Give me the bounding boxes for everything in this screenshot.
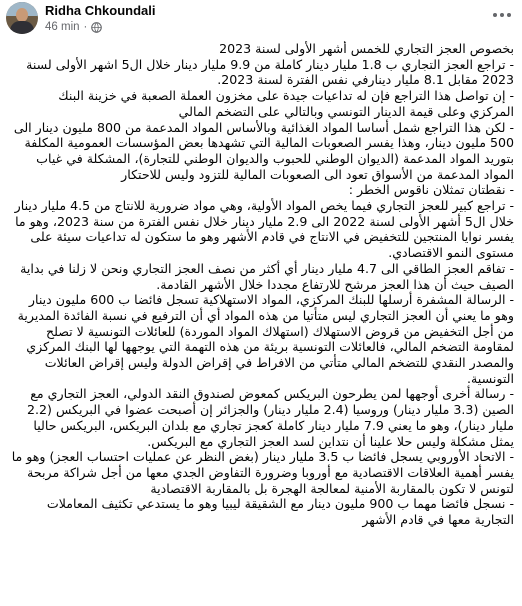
author-name[interactable]: Ridha Chkoundali (45, 3, 156, 18)
more-options-icon[interactable] (490, 5, 514, 25)
post-meta (45, 20, 102, 34)
post-header (0, 0, 522, 40)
post-paragraph: بخصوص العجز التجاري للخمس أشهر الأولى لسنة 2023 (219, 41, 514, 56)
post-paragraph: - تراجع العجز التجاري ب 1.8 مليار دينار كاملة من 9.9 مليار دينار خلال ال5 اشهر الأولى لسنة 2023 مقابل 8.1 مليار دينارفي نفس الفترة لسنة 2023. (26, 56, 514, 88)
post-paragraph: - تفاقم العجز الطاقي الى 4.7 مليار دينار أي أكثر من نصف العجز التجاري ونحن لا زلنا في بداية الصيف حيث أن هذا العجز مرشح للارتفاع مجددا خلال الأشهر القادمة. (20, 260, 514, 292)
post-paragraph: - إن تواصل هذا التراجع فإن له تداعيات جيدة على مخزون العملة الصعبة في خزينة البنك المركزي وعلى قيمة الدينار التونسي وبالتالي على التضخم المالي (58, 88, 514, 119)
post-paragraph: - لكن هذا التراجع شمل أساسا المواد الغذائية وبالأساس المواد المدعمة من 800 مليون دينار الى 500 مليون دينار، وهذا يفسر الصعوبات المالية التي تشهدها بعض المؤسسات العمومية المكلفة بتوريد المواد المدعمة (الديوان الوطني للحبوب والديوان الوطني للتجارة)، المشكلة في غياب المواد المدعمة من الأسواق تعود الى الصعوبات المالية للتزود وليس للاحتكار (13, 119, 514, 182)
avatar-face (16, 8, 28, 22)
post-paragraph: - نقطتان تمثلان ناقوس الخطر : (348, 182, 514, 198)
post-paragraph: - نسجل فائضا مهما ب 900 مليون دينار مع الشقيقة ليبيا وهو ما يستدعي تكثيف المعاملات التجارية معها في قادم الأشهر (46, 496, 514, 528)
post-paragraph: - رسالة أخرى أوجهها لمن يطرحون البريكس كمعوض لصندوق النقد الدولي، العجز التجاري مع الصين (3.3 مليار دينار) وروسيا (2.4 مليار دينار) والجزائر إن أصبحت عضوا في البريكس (2.2 مليار دينار)، وهو ما يعني 7.9 مليار دينار كاملة كعجز تجاري مع بلدان البريكس، البريكس حاليا يمثل مشكلة وليس حلا علينا أن نتداين لسد العجز التجاري مع البريكس. (27, 386, 514, 449)
globe-icon[interactable] (91, 22, 102, 33)
avatar[interactable] (6, 2, 38, 34)
post-paragraph: - تراجع كبير للعجز التجاري فيما يخص المواد الأولية، وهي مواد ضرورية للانتاج من 4.5 مليار دينار خلال ال5 أشهر الأولى لسنة 2022 الى 2.9 مليار دينار خلال نفس الفترة من سنة 2023، وهو ما يفسر نوايا المنتجين للتخفيض في الانتاج في قادم الأشهر وهو ما ستكون له تداعيات سيئة على مستوى النمو الاقتصادي. (14, 198, 514, 261)
avatar-body (10, 21, 34, 34)
post-paragraph: - الرسالة المشفرة أرسلها للبنك المركزي، المواد الاستهلاكية تسجل فائضا ب 600 مليون دينار وهو ما يعني أن العجز التجاري ليس متأتيا من هذه المواد أي أن الترفيع في نسبة الفائدة المديرية من أجل التخفيض من قروض الاستهلاك (استهلاك المواد الموردة) للعائلات التونسية لا تصلح لمقاومة التضخم المالي، فالعائلات التونسية بريئة من هذه التهمة التي يوجهها لها البنك المركزي والمصدر النقدي للتضخم المالي متأتي من الافراط في إقراض الدولة وليس إقراض العائلات التونسية. (17, 292, 514, 386)
post-timestamp[interactable]: 46 min (45, 21, 80, 33)
post-paragraph: - الاتحاد الأوروبي يسجل فائضا ب 3.5 مليار دينار (بغض النظر عن عمليات احتساب العجز) وهو ما يفسر أهمية العلاقات الاقتصادية مع أوروبا وضرورة التفاوض الجدي معها من أجل شراكة مربحة لتونس لا تكون بالمقاربة الأمنية لمعالجة الهجرة بل بالمقاربة الاقتصادية (11, 449, 514, 496)
post-text (10, 41, 514, 604)
meta-separator: · (83, 21, 88, 33)
